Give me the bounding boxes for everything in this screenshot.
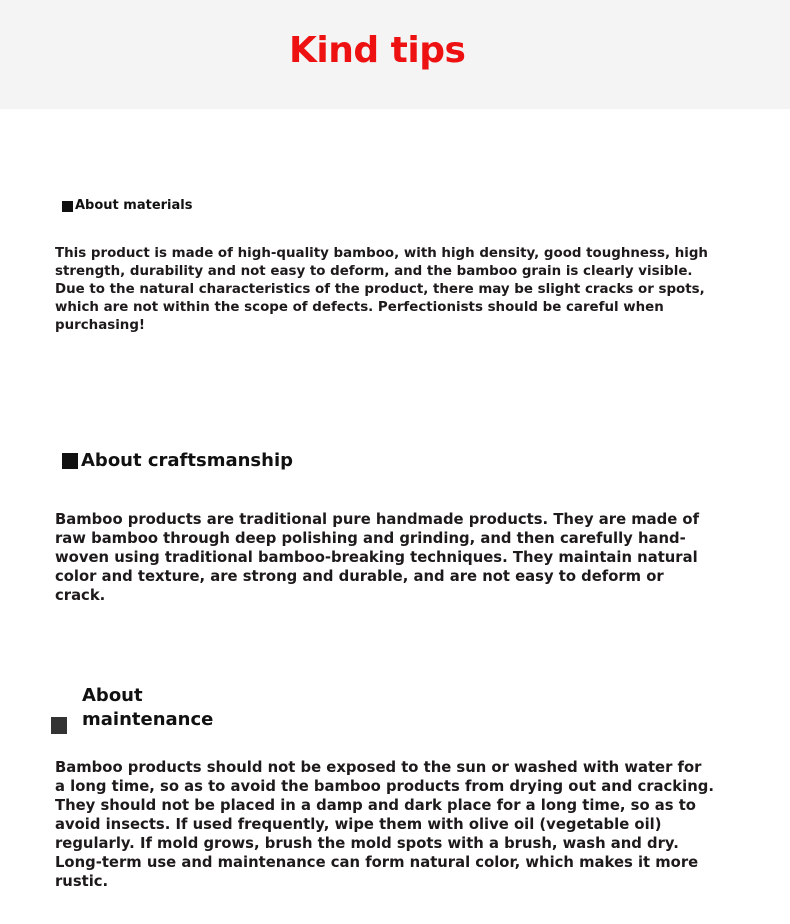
materials-paragraph: This product is made of high-quality bamboo, with high density, good toughness, high strength, durability and not easy to deform, and the bamboo grain is clearly visible. Due to the natural characteristics of the product, there may be slight cracks or spots, which are not within the scope of defects. Perfectionists should be careful when purchasing! (55, 246, 708, 333)
materials-heading (62, 196, 192, 216)
craftsmanship-heading-text: About craftsmanship (81, 450, 294, 471)
materials-heading-text: About materials (75, 198, 193, 213)
maintenance-paragraph: Bamboo products should not be exposed to the sun or washed with water for a long time, so as to avoid the bamboo products from drying out and cracking. They should not be placed in a damp and dark place for a long time, so as to avoid insects. If used frequently, wipe them with olive oil (vegetable oil) regularly. If mold grows, brush the mold spots with a brush, wash and dry. Long-term use and maintenance can form natural color, which makes it more rustic. (55, 759, 714, 890)
page-title: Kind tips (289, 30, 466, 71)
header-banner (0, 0, 790, 109)
maintenance-heading-line2: maintenance (82, 708, 214, 730)
square-bullet-icon (62, 201, 73, 212)
craftsmanship-heading (62, 449, 293, 473)
square-bullet-icon (62, 453, 78, 469)
maintenance-heading-line1: About (82, 685, 143, 706)
maintenance-heading (82, 684, 213, 731)
square-bullet-icon (51, 717, 67, 734)
craftsmanship-paragraph: Bamboo products are traditional pure handmade products. They are made of raw bamboo through deep polishing and grinding, and then carefully hand-woven using traditional bamboo-breaking techniques. They maintain natural color and texture, are strong and durable, and are not easy to deform or crack. (55, 511, 700, 604)
